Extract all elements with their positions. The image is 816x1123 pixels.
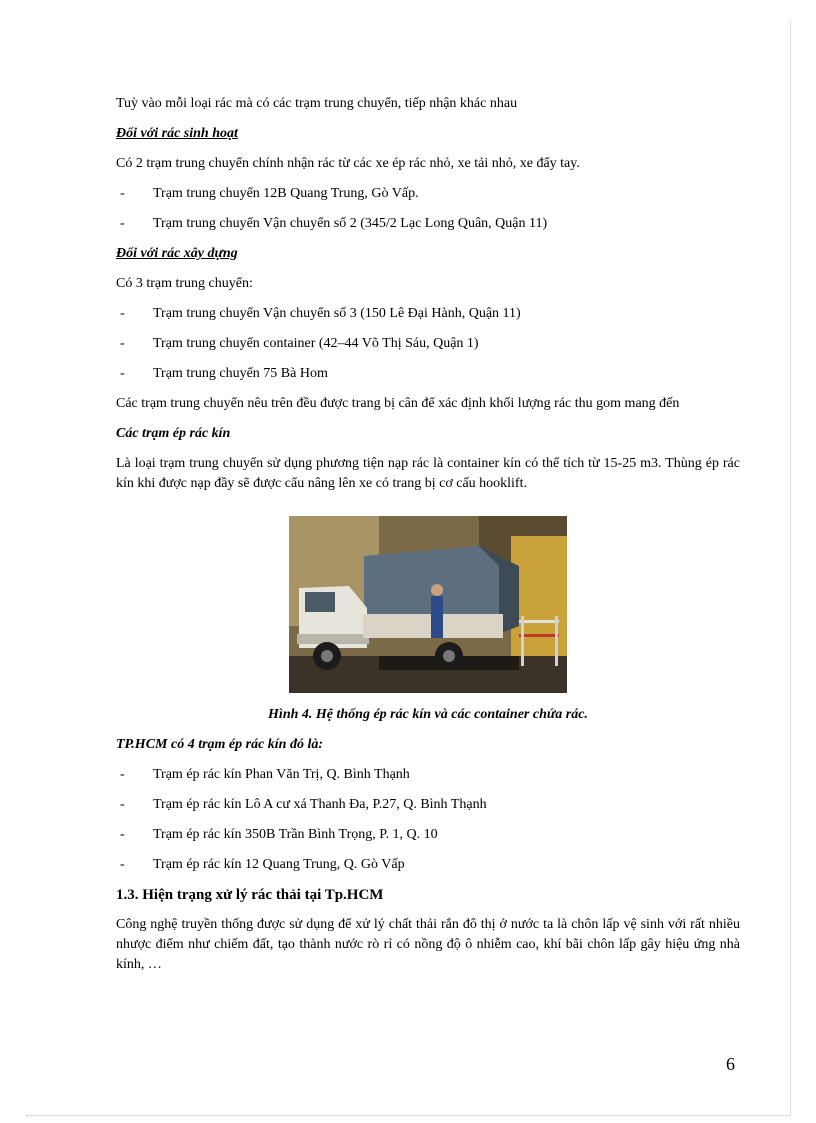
list-dash: - (120, 767, 125, 782)
list-dash: - (120, 366, 125, 381)
construction-paragraph: Có 3 trạm trung chuyển: (116, 276, 253, 291)
document-body (116, 94, 740, 985)
construction-station-list (116, 304, 740, 384)
construction-note: Các trạm trung chuyển nêu trên đều được trang bị cân để xác định khối lượng rác thu gom mang đến (116, 396, 680, 411)
list-item: - Trạm trung chuyển container (42–44 Võ Thị Sáu, Quận 1) (116, 334, 740, 354)
list-dash: - (120, 827, 125, 842)
heading-hcm-compactors: TP.HCM có 4 trạm ép rác kín đó là: (116, 737, 324, 752)
list-dash: - (120, 797, 125, 812)
list-item: - Trạm ép rác kín 12 Quang Trung, Q. Gò Vấp (116, 855, 740, 875)
section-heading-1-3: 1.3. Hiện trạng xử lý rác thải tại Tp.HCM (116, 887, 384, 903)
hcm-compactor-list (116, 765, 740, 875)
heading-compactor-stations: Các trạm ép rác kín (116, 426, 231, 441)
list-item: - Trạm trung chuyển 75 Bà Hom (116, 364, 740, 384)
compactor-truck-photo (289, 516, 567, 693)
footer-divider (26, 1115, 790, 1116)
list-dash: - (120, 857, 125, 872)
list-dash: - (120, 306, 125, 321)
status-paragraph: Công nghệ truyền thống được sử dụng để xử lý chất thải rắn đô thị ở nước ta là chôn lấp vệ sinh với rất nhiều nhược điểm như chiếm đất, tạo thành nước rò rỉ có nồng độ ô nhiễm cao, khí bãi chôn lấp gây hiệu ứng nhà kính, … (116, 917, 740, 972)
list-item: - Trạm ép rác kín Lô A cư xá Thanh Đa, P.27, Q. Bình Thạnh (116, 795, 740, 815)
margin-divider (790, 20, 791, 1115)
heading-household-waste: Đối với rác sinh hoạt (116, 126, 238, 141)
list-dash: - (120, 186, 125, 201)
compactor-paragraph: Là loại trạm trung chuyển sử dụng phương tiện nạp rác là container kín có thể tích từ 15-25 m3. Thùng ép rác kín khi được nạp đầy sẽ được cẩu nâng lên xe có trang bị cơ cấu hooklift. (116, 456, 740, 491)
household-station-list (116, 184, 740, 234)
list-item: - Trạm trung chuyển 12B Quang Trung, Gò Vấp. (116, 184, 740, 204)
household-paragraph: Có 2 trạm trung chuyển chính nhận rác từ các xe ép rác nhỏ, xe tải nhỏ, xe đẩy tay. (116, 156, 580, 171)
list-dash: - (120, 336, 125, 351)
figure-caption: Hình 4. Hệ thống ép rác kín và các container chứa rác. (268, 707, 588, 722)
list-dash: - (120, 216, 125, 231)
intro-paragraph: Tuỳ vào mỗi loại rác mà có các trạm trung chuyển, tiếp nhận khác nhau (116, 96, 518, 111)
list-item: - Trạm ép rác kín Phan Văn Trị, Q. Bình Thạnh (116, 765, 740, 785)
heading-construction-waste: Đối với rác xây dựng (116, 246, 238, 261)
list-item: - Trạm trung chuyển Vận chuyển số 3 (150 Lê Đại Hành, Quận 11) (116, 304, 740, 324)
list-item: - Trạm ép rác kín 350B Trần Bình Trọng, P. 1, Q. 10 (116, 825, 740, 845)
list-item: - Trạm trung chuyển Vận chuyển số 2 (345/2 Lạc Long Quân, Quận 11) (116, 214, 740, 234)
page-number: 6 (726, 1054, 735, 1074)
